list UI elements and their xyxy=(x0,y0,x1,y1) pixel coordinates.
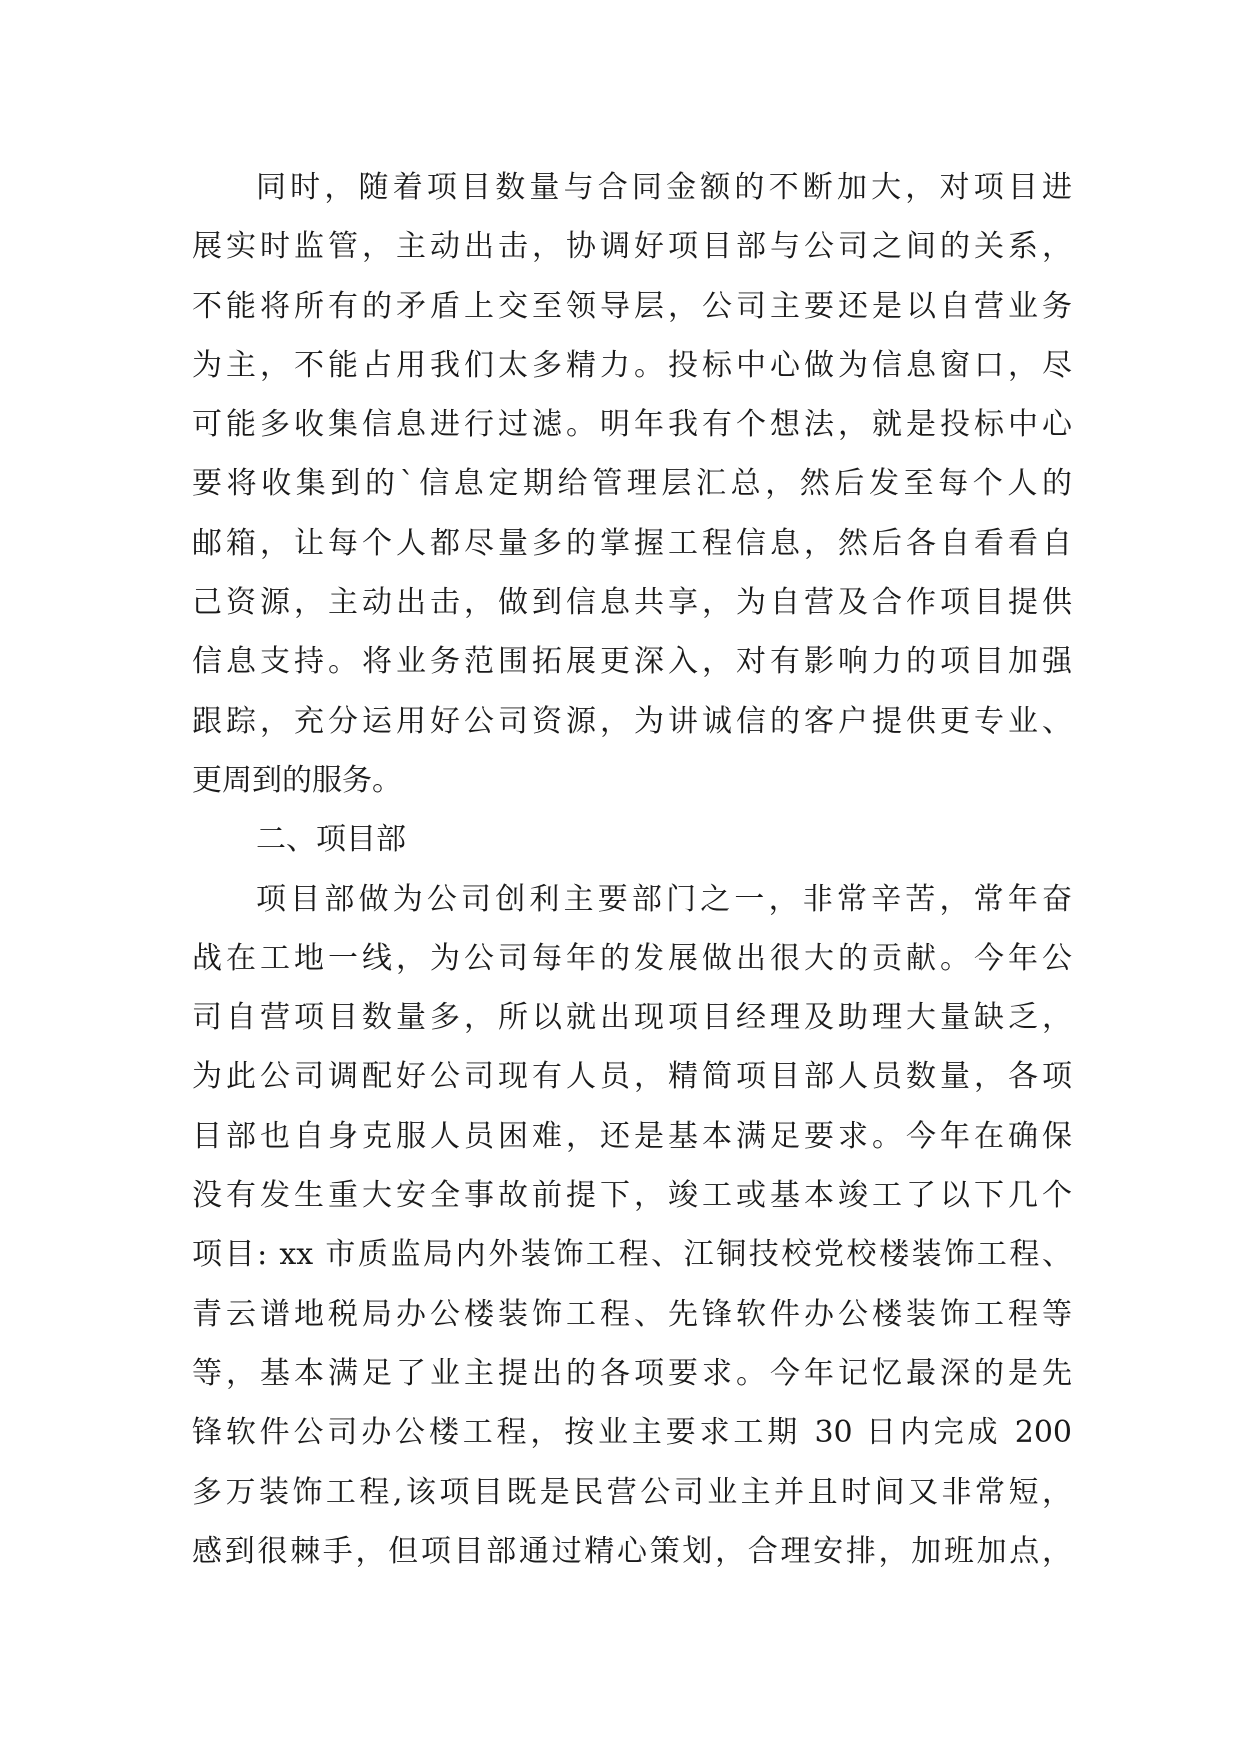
text-line: 等，基本满足了业主提出的各项要求。今年记忆最深的是先 xyxy=(192,1355,1072,1391)
text-line: 目部也自身克服人员困难，还是基本满足要求。今年在确保 xyxy=(192,1118,1072,1154)
text-line: 没有发生重大安全事故前提下，竣工或基本竣工了以下几个 xyxy=(192,1178,1072,1214)
text-line: 司自营项目数量多，所以就出现项目经理及助理大量缺乏， xyxy=(192,1000,1072,1036)
paragraph-project-department xyxy=(192,870,1072,1582)
text-line: 多万装饰工程,该项目既是民营公司业主并且时间又非常短， xyxy=(192,1474,1072,1510)
document-body xyxy=(192,158,1072,1581)
text-line: 不能将所有的矛盾上交至领导层，公司主要还是以自营业务 xyxy=(192,288,1072,324)
text-line: 要将收集到的`信息定期给管理层汇总，然后发至每个人的 xyxy=(192,466,1072,502)
text-line: 锋软件公司办公楼工程，按业主要求工期 30 日内完成 200 xyxy=(192,1415,1072,1451)
text-line: 信息支持。将业务范围拓展更深入，对有影响力的项目加强 xyxy=(192,644,1072,680)
text-line: 更周到的服务。 xyxy=(192,762,402,798)
text-line: 跟踪，充分运用好公司资源，为讲诚信的客户提供更专业、 xyxy=(192,703,1072,739)
text-line: 战在工地一线，为公司每年的发展做出很大的贡献。今年公 xyxy=(192,940,1072,976)
text-line: 邮箱，让每个人都尽量多的掌握工程信息，然后各自看看自 xyxy=(192,525,1072,561)
text-line: 为此公司调配好公司现有人员，精简项目部人员数量，各项 xyxy=(192,1059,1072,1095)
text-line: 项目: xx 市质监局内外装饰工程、江铜技校党校楼装饰工程、 xyxy=(192,1237,1072,1273)
text-line: 青云谱地税局办公楼装饰工程、先锋软件办公楼装饰工程等 xyxy=(192,1296,1072,1332)
text-line: 展实时监管，主动出击，协调好项目部与公司之间的关系， xyxy=(192,229,1072,265)
text-line: 同时，随着项目数量与合同金额的不断加大，对项目进 xyxy=(256,170,1072,205)
paragraph-coordination xyxy=(192,158,1072,810)
text-line: 项目部做为公司创利主要部门之一，非常辛苦，常年奋 xyxy=(256,881,1072,917)
text-line: 为主，不能占用我们太多精力。投标中心做为信息窗口，尽 xyxy=(192,347,1072,383)
text-line: 可能多收集信息进行过滤。明年我有个想法，就是投标中心 xyxy=(192,407,1072,443)
heading-text: 二、项目部 xyxy=(256,822,406,858)
text-line: 感到很棘手，但项目部通过精心策划，合理安排，加班加点， xyxy=(192,1533,1072,1569)
section-heading xyxy=(192,810,1072,869)
text-line: 己资源，主动出击，做到信息共享，为自营及合作项目提供 xyxy=(192,585,1072,621)
